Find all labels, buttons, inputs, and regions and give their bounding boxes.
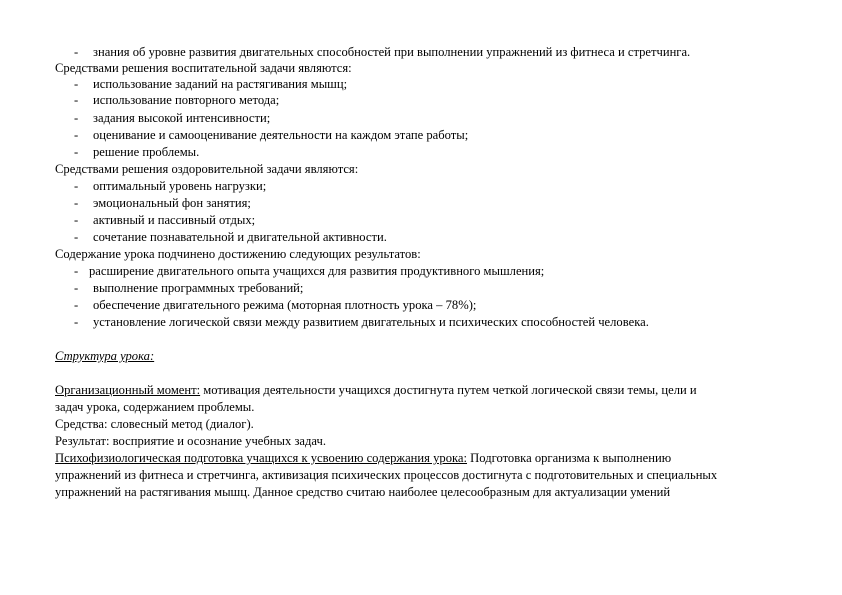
bullet-dash: - xyxy=(74,315,79,329)
list-item-text: решение проблемы. xyxy=(93,145,200,159)
list-item-text: обеспечение двигательного режима (моторная плотность урока – 78%); xyxy=(93,298,477,312)
paragraph-line: упражнений из фитнеса и стретчинга, активизация психических процессов достигнута с подготовительных и специальных xyxy=(55,468,718,482)
list-item-text: выполнение программных требований; xyxy=(93,281,304,295)
list-item-text: использование повторного метода; xyxy=(93,93,280,107)
list-item-text: установление логической связи между развитием двигательных и психических способностей человека. xyxy=(93,315,649,329)
bullet-dash: - xyxy=(74,264,79,278)
bullet-dash: - xyxy=(74,45,79,59)
bullet-dash: - xyxy=(74,145,79,159)
org-moment-means: Средства: словесный метод (диалог). xyxy=(55,417,254,431)
bullet-dash: - xyxy=(74,179,79,193)
bullet-dash: - xyxy=(74,230,79,244)
paragraph-line: упражнений на растягивания мышц. Данное средство считаю наиболее целесообразным для актуализации умений xyxy=(55,485,671,499)
paragraph-line: задач урока, содержанием проблемы. xyxy=(55,400,255,414)
bullet-dash: - xyxy=(74,93,79,107)
psycho-prep-text: Подготовка организма к выполнению xyxy=(467,451,672,465)
list-item-text: расширение двигательного опыта учащихся для развития продуктивного мышления; xyxy=(89,264,545,278)
bullet-dash: - xyxy=(74,77,79,91)
paragraph-line xyxy=(55,382,697,398)
list-item-text: сочетание познавательной и двигательной активности. xyxy=(93,230,387,244)
list-item-text: эмоциональный фон занятия; xyxy=(93,196,251,210)
section-heading-results: Содержание урока подчинено достижению следующих результатов: xyxy=(55,247,421,261)
bullet-dash: - xyxy=(74,128,79,142)
bullet-dash: - xyxy=(74,298,79,312)
list-item-text: использование заданий на растягивания мышц; xyxy=(93,77,348,91)
org-moment-result: Результат: восприятие и осознание учебных задач. xyxy=(55,434,326,448)
bullet-dash: - xyxy=(74,196,79,210)
bullet-dash: - xyxy=(74,281,79,295)
bullet-dash: - xyxy=(74,213,79,227)
org-moment-label: Организационный момент: xyxy=(55,383,201,397)
section-heading-education: Средствами решения воспитательной задачи являются: xyxy=(55,61,352,75)
section-heading-health: Средствами решения оздоровительной задачи являются: xyxy=(55,162,359,176)
list-item-text: оптимальный уровень нагрузки; xyxy=(93,179,267,193)
psycho-prep-label: Психофизиологическая подготовка учащихся к усвоению содержания урока: xyxy=(55,451,468,465)
list-item-text: оценивание и самооценивание деятельности на каждом этапе работы; xyxy=(93,128,469,142)
list-item-text: задания высокой интенсивности; xyxy=(93,111,271,125)
org-moment-text: мотивация деятельности учащихся достигнута путем четкой логической связи темы, цели и xyxy=(200,383,697,397)
structure-title: Структура урока: xyxy=(55,349,155,363)
paragraph-line xyxy=(55,450,671,466)
list-item-text: активный и пассивный отдых; xyxy=(93,213,256,227)
list-item-text: знания об уровне развития двигательных способностей при выполнении упражнений из фитнеса и стретчинга. xyxy=(93,45,691,59)
bullet-dash: - xyxy=(74,111,79,125)
